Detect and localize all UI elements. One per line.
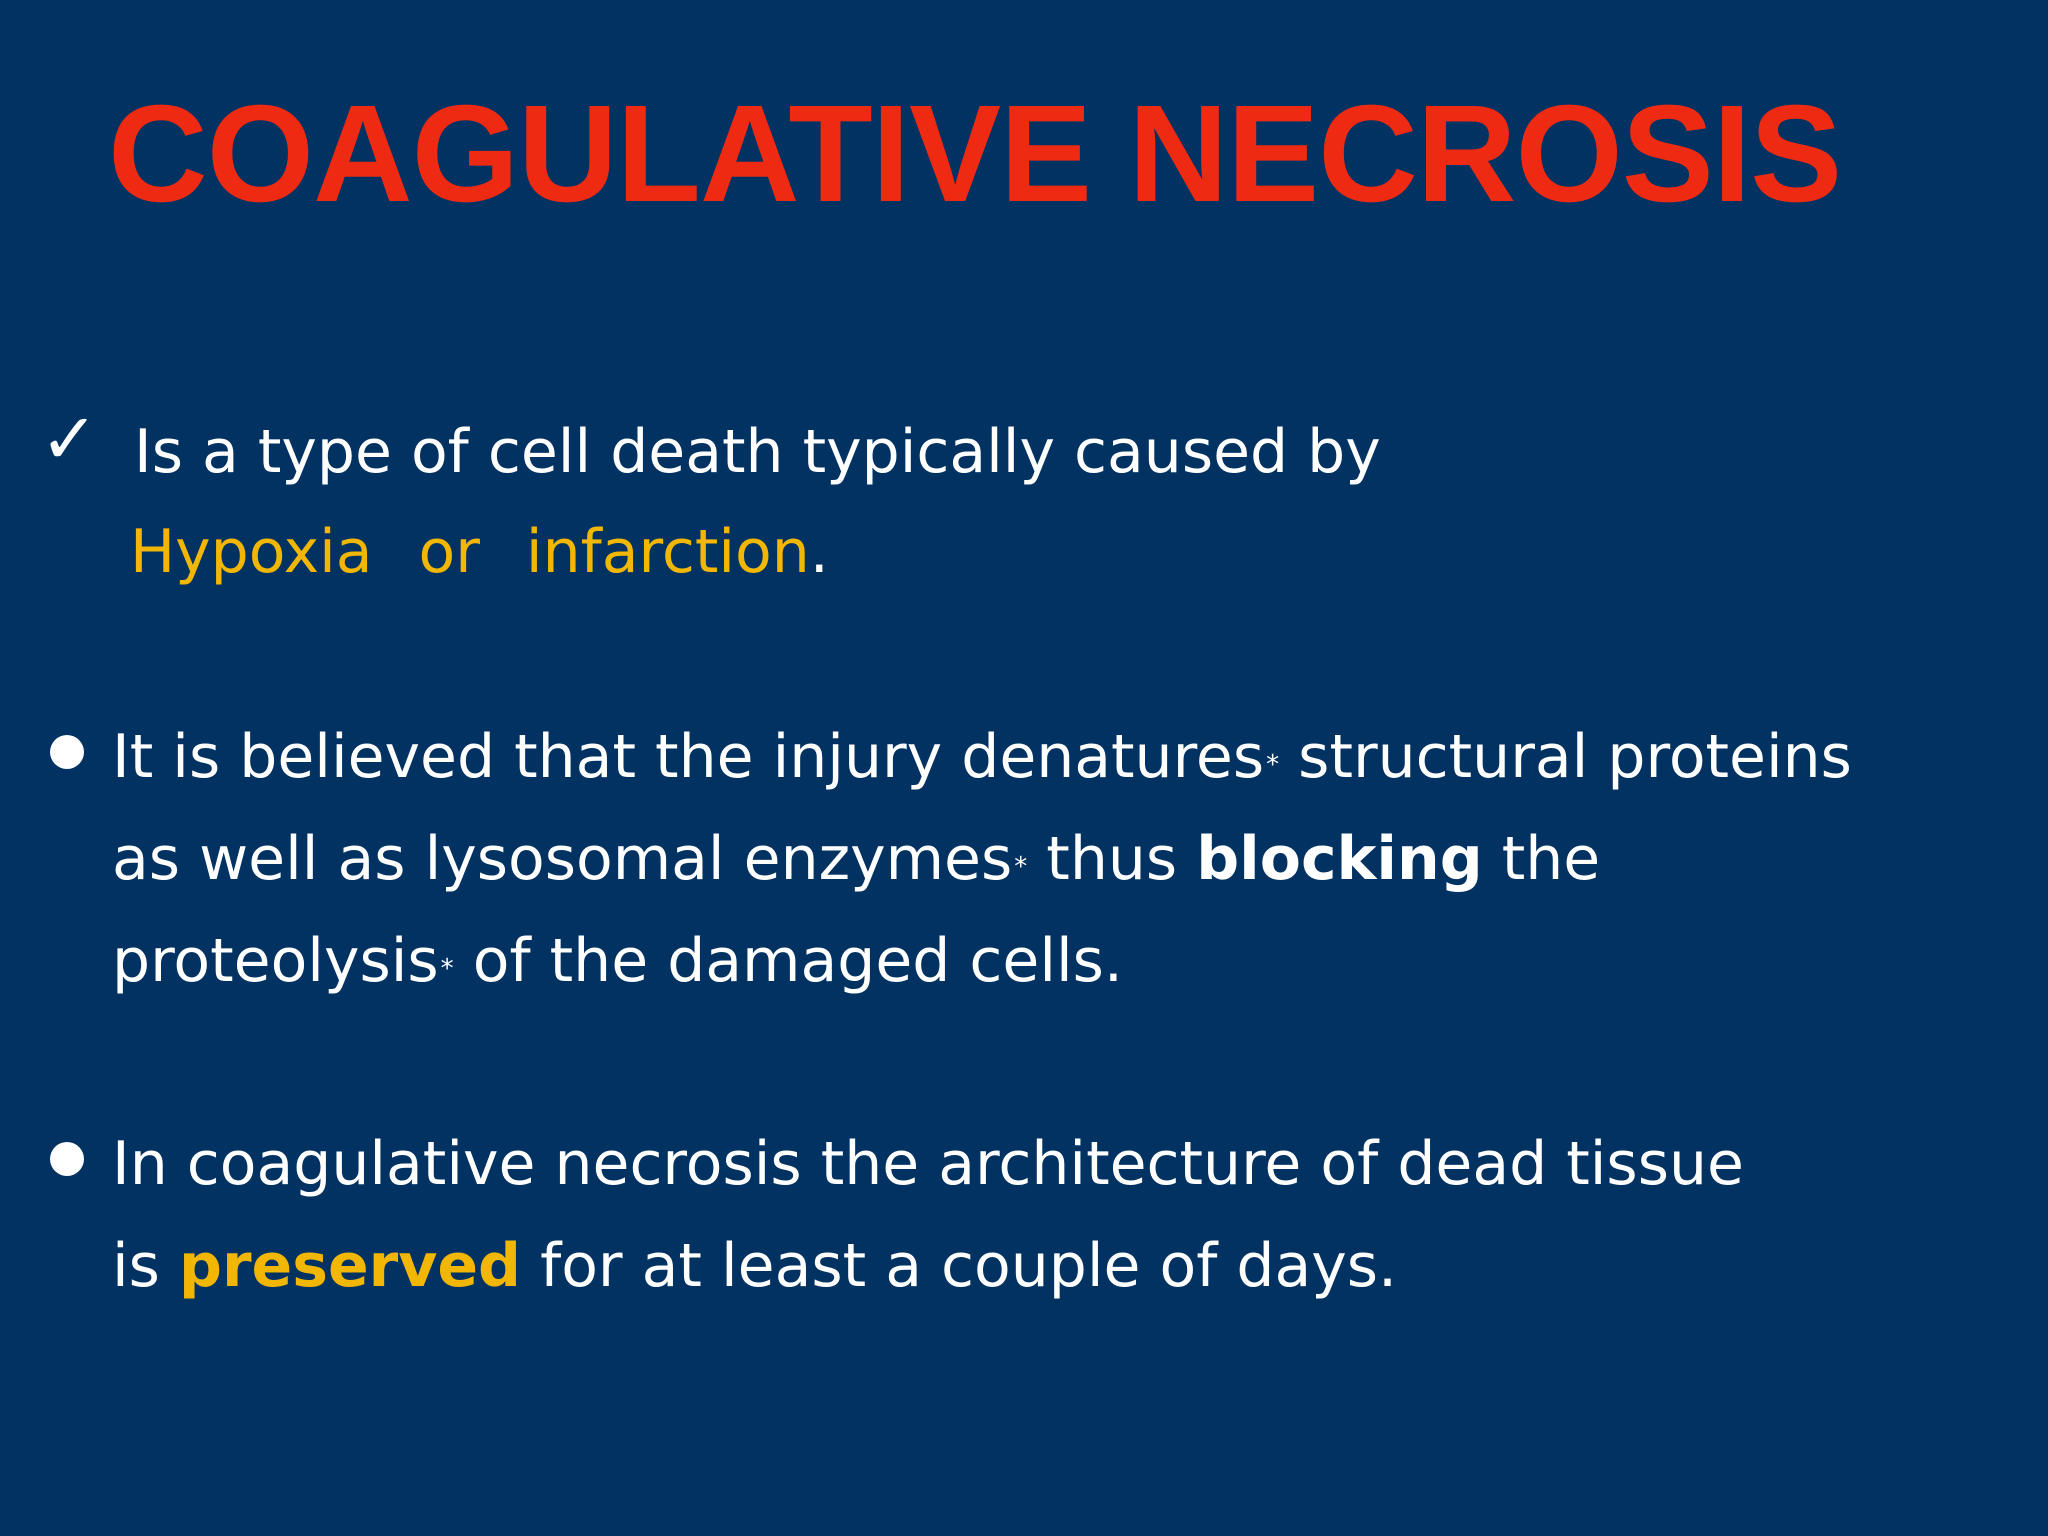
or-word: or xyxy=(418,517,480,587)
asterisk-proteolysis: * xyxy=(440,954,454,984)
preserved-term: preserved xyxy=(179,1231,521,1301)
point-2-rest-3: of the damaged cells. xyxy=(453,926,1123,996)
point-2-line-1 xyxy=(112,706,1852,816)
asterisk-enzymes: * xyxy=(1014,852,1028,882)
bullet-dot-icon xyxy=(50,735,84,769)
point-2-line-2 xyxy=(112,808,1600,918)
point-3-pre-2: is xyxy=(112,1231,180,1301)
period: . xyxy=(809,517,829,587)
point-2-text-1: It is believed that the injury denatures xyxy=(112,722,1265,792)
point-2-mid-2: thus xyxy=(1027,824,1197,894)
point-2-line-3 xyxy=(112,910,1123,1020)
point-3-line-2 xyxy=(112,1215,1397,1317)
point-2-text-3: proteolysis xyxy=(112,926,439,996)
point-2-text-2: as well as lysosomal enzymes xyxy=(112,824,1013,894)
infarction-term: infarction xyxy=(525,517,810,587)
bullet-dot-icon xyxy=(50,1142,84,1176)
check-mark-icon: ✓ xyxy=(40,398,99,480)
point-2-rest-1: structural proteins xyxy=(1279,722,1852,792)
point-1-line-1: Is a type of cell death typically caused by xyxy=(134,417,1381,487)
asterisk-denatures: * xyxy=(1266,750,1280,780)
point-3-rest-2: for at least a couple of days. xyxy=(521,1231,1398,1301)
point-3-line-1: In coagulative necrosis the architecture of dead tissue xyxy=(112,1129,1744,1199)
blocking-term: blocking xyxy=(1196,824,1483,894)
point-2-rest-2: the xyxy=(1482,824,1601,894)
point-1-line-2 xyxy=(130,501,829,603)
slide-title: COAGULATIVE NECROSIS xyxy=(108,77,1842,231)
hypoxia-term: Hypoxia xyxy=(130,517,373,587)
